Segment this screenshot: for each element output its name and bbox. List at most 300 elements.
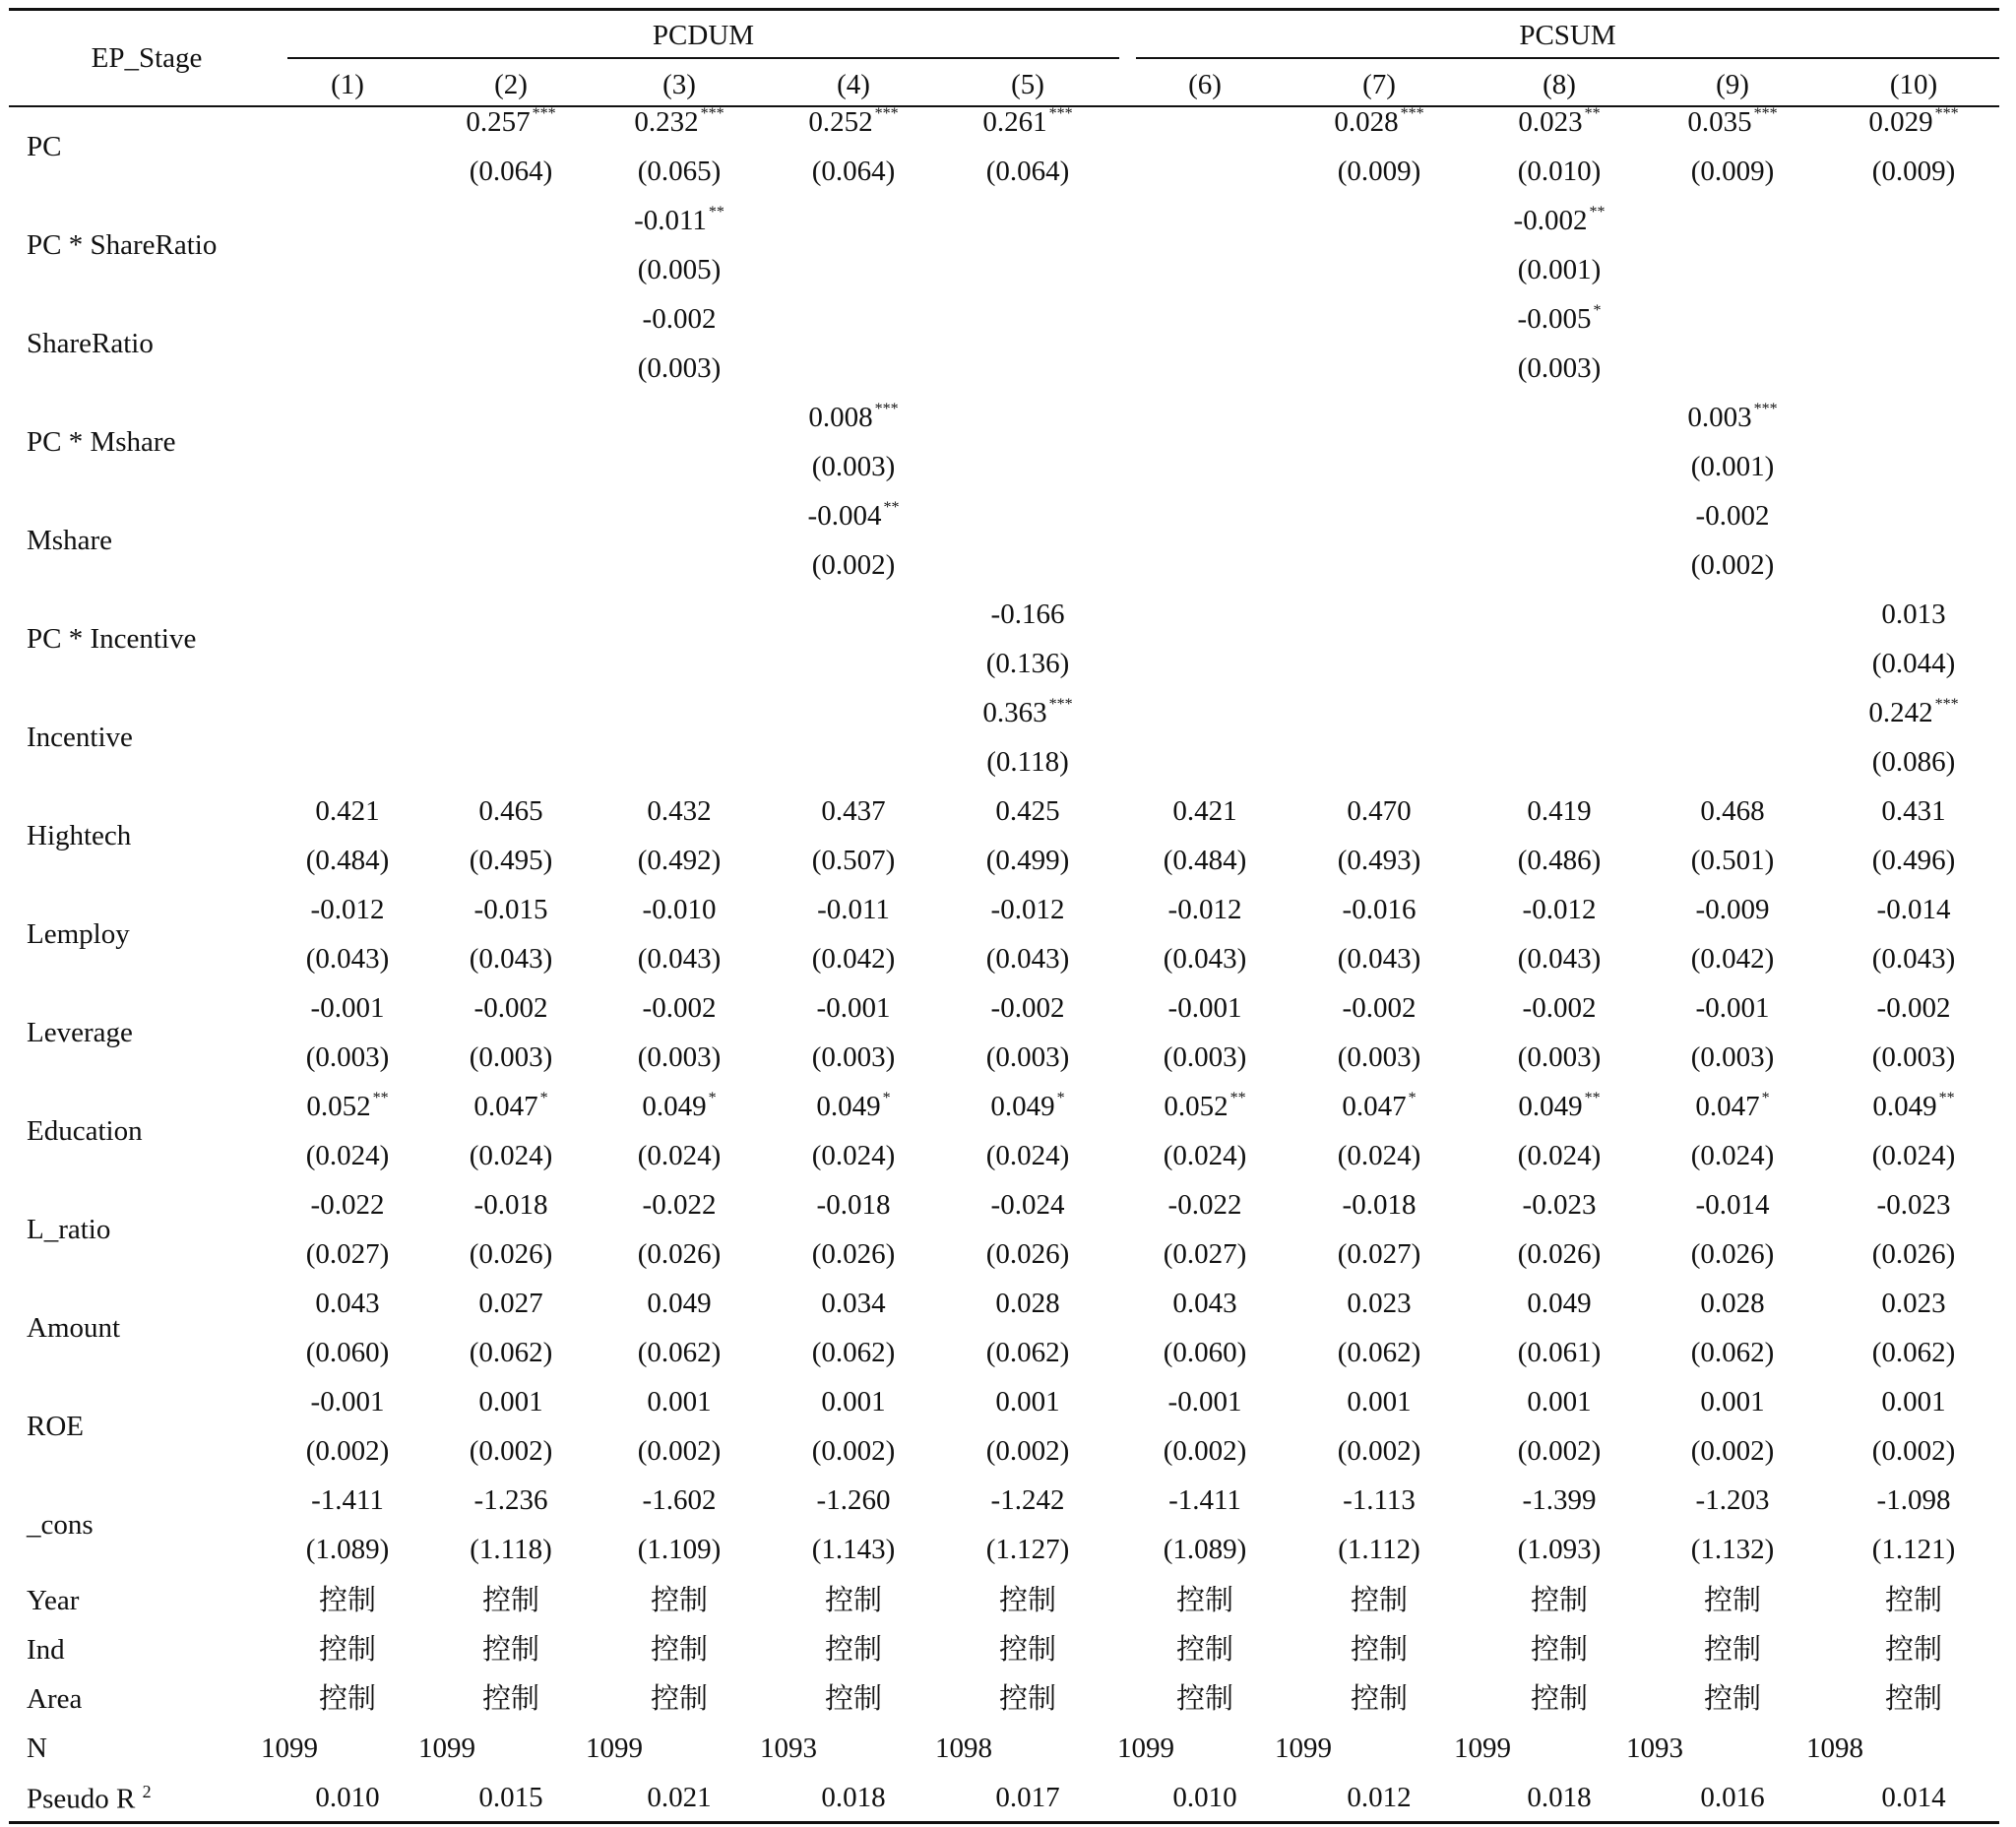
row-label: _cons [27, 1509, 94, 1541]
column-number: (3) [662, 69, 696, 100]
coef-value: 0.001 [647, 1386, 712, 1418]
column-number: (5) [1011, 69, 1044, 100]
stderr-cell: (0.086) [1871, 746, 1956, 778]
stderr-cell: (0.026) [1690, 1238, 1775, 1270]
stderr-cell: (0.002) [985, 1435, 1070, 1467]
stderr-cell: (0.001) [1517, 254, 1602, 285]
stderr-cell: (0.024) [637, 1140, 722, 1171]
coef-value: 0.052 [1164, 1091, 1228, 1122]
coef-value: -0.011 [634, 205, 707, 236]
coef-cell [1830, 795, 1997, 827]
stderr-cell: (0.026) [811, 1238, 896, 1270]
stderr-cell: (0.005) [637, 254, 722, 285]
stderr-cell: (0.136) [985, 648, 1070, 679]
coef-value: 0.049 [1527, 1288, 1592, 1319]
coef-cell [596, 1189, 763, 1221]
column-number: (2) [494, 69, 528, 100]
coef-cell [1295, 795, 1463, 827]
coef-cell [1476, 303, 1643, 335]
significance-stars: * [708, 1090, 717, 1106]
coef-value: 0.023 [1518, 106, 1583, 138]
stderr-cell: (0.043) [469, 943, 553, 975]
row-label: PC * Incentive [27, 623, 197, 655]
control-cell: 控制 [481, 1585, 539, 1616]
coef-cell [944, 1091, 1111, 1122]
coef-cell [1649, 795, 1816, 827]
coef-value: -1.411 [311, 1484, 384, 1516]
n-cell: 1098 [935, 1732, 992, 1764]
coef-value: 0.034 [821, 1288, 886, 1319]
coef-cell [770, 1484, 937, 1516]
coef-cell [1295, 992, 1463, 1024]
coef-value: -0.002 [1342, 992, 1417, 1024]
coef-value: 0.049 [990, 1091, 1055, 1122]
coef-cell [1830, 992, 1997, 1024]
row-label: L_ratio [27, 1214, 111, 1245]
n-cell: 1099 [1275, 1732, 1332, 1764]
coef-cell [1830, 598, 1997, 630]
column-number: (9) [1716, 69, 1749, 100]
coef-value: -0.024 [990, 1189, 1065, 1221]
stderr-cell: (0.062) [1337, 1337, 1421, 1368]
coef-cell [944, 1484, 1111, 1516]
coef-cell [1649, 1189, 1816, 1221]
stderr-cell: (0.486) [1517, 845, 1602, 876]
stderr-cell: (0.003) [1517, 1041, 1602, 1073]
coef-value: -0.018 [816, 1189, 891, 1221]
r2-superscript: 2 [142, 1782, 152, 1801]
n-cell: 1093 [760, 1732, 817, 1764]
coef-value: -0.001 [310, 1386, 385, 1418]
pseudo-r2-label: Pseudo R $^2$ [27, 1782, 152, 1815]
pseudo-r2-cell: 0.017 [995, 1782, 1060, 1813]
pseudo-r2-cell: 0.012 [1347, 1782, 1412, 1813]
stderr-cell: (0.043) [1517, 943, 1602, 975]
stderr-cell: (0.002) [1163, 1435, 1247, 1467]
coef-value: 0.052 [306, 1091, 371, 1122]
coef-cell [1295, 1189, 1463, 1221]
coef-cell [1830, 1288, 1997, 1319]
stderr-cell: (0.492) [637, 845, 722, 876]
coef-cell [1830, 697, 1997, 728]
pseudo-r2-cell: 0.014 [1881, 1782, 1946, 1813]
stderr-cell: (0.484) [1163, 845, 1247, 876]
significance-stars: * [882, 1090, 891, 1106]
significance-stars: ** [1589, 204, 1606, 220]
coef-cell [1476, 992, 1643, 1024]
coef-cell [770, 795, 937, 827]
coef-value: 0.043 [315, 1288, 380, 1319]
stderr-cell: (0.064) [469, 156, 553, 187]
coef-cell [427, 992, 595, 1024]
coef-cell [770, 106, 937, 138]
stderr-cell: (0.060) [1163, 1337, 1247, 1368]
coef-cell [1121, 1091, 1289, 1122]
stderr-cell: (1.127) [985, 1534, 1070, 1565]
row-label: Lemploy [27, 918, 130, 950]
coef-cell [1121, 1189, 1289, 1221]
coef-value: -0.022 [1167, 1189, 1242, 1221]
group-header-pcsum: PCSUM [1519, 20, 1616, 51]
stderr-cell: (0.003) [637, 1041, 722, 1073]
coef-cell [596, 106, 763, 138]
stderr-cell: (0.493) [1337, 845, 1421, 876]
coef-cell [1476, 1386, 1643, 1418]
stderr-cell: (0.002) [469, 1435, 553, 1467]
coef-value: 0.001 [821, 1386, 886, 1418]
significance-stars: *** [1753, 401, 1778, 417]
coef-value: -0.001 [1167, 992, 1242, 1024]
coef-cell [1121, 1484, 1289, 1516]
coef-value: -0.012 [310, 894, 385, 925]
stderr-cell: (0.024) [1690, 1140, 1775, 1171]
stderr-cell: (1.089) [305, 1534, 390, 1565]
coef-cell [1295, 1091, 1463, 1122]
coef-cell [427, 1386, 595, 1418]
stderr-cell: (0.024) [985, 1140, 1070, 1171]
coef-value: 0.047 [1695, 1091, 1760, 1122]
coef-cell [1121, 1386, 1289, 1418]
row-label: Education [27, 1115, 143, 1147]
stderr-cell: (0.496) [1871, 845, 1956, 876]
coef-value: -0.015 [473, 894, 548, 925]
coef-cell [427, 1189, 595, 1221]
coef-value: 0.003 [1687, 402, 1752, 433]
coef-cell [944, 697, 1111, 728]
coef-value: -0.004 [807, 500, 882, 532]
coef-value: 0.468 [1700, 795, 1765, 827]
coef-cell [264, 1386, 431, 1418]
coef-value: -0.001 [1167, 1386, 1242, 1418]
coef-cell [1476, 106, 1643, 138]
coef-value: 0.363 [982, 697, 1047, 728]
coef-cell [264, 1288, 431, 1319]
stderr-cell: (0.003) [1337, 1041, 1421, 1073]
coef-cell [1476, 795, 1643, 827]
stderr-cell: (0.043) [1337, 943, 1421, 975]
stderr-cell: (0.003) [1163, 1041, 1247, 1073]
coef-value: 0.023 [1881, 1288, 1946, 1319]
coef-cell [1476, 1091, 1643, 1122]
coef-cell [944, 1386, 1111, 1418]
coef-cell [1649, 1386, 1816, 1418]
coef-cell [264, 1091, 431, 1122]
coef-cell [1649, 402, 1816, 433]
stderr-cell: (0.042) [1690, 943, 1775, 975]
coef-value: -0.010 [642, 894, 717, 925]
stderr-cell: (0.043) [1871, 943, 1956, 975]
coef-cell [1476, 1189, 1643, 1221]
pseudo-r2-cell: 0.021 [647, 1782, 712, 1813]
coef-cell [770, 500, 937, 532]
stderr-cell: (0.043) [637, 943, 722, 975]
coef-value: -1.098 [1876, 1484, 1951, 1516]
stderr-cell: (1.109) [637, 1534, 722, 1565]
row-label: Incentive [27, 722, 133, 753]
coef-value: 0.043 [1172, 1288, 1237, 1319]
stderr-cell: (0.026) [637, 1238, 722, 1270]
control-cell: 控制 [1175, 1585, 1233, 1616]
control-cell: 控制 [318, 1683, 376, 1715]
significance-stars: *** [1048, 696, 1073, 713]
stderr-cell: (0.003) [469, 1041, 553, 1073]
coef-cell [1295, 1288, 1463, 1319]
significance-stars: * [1408, 1090, 1417, 1106]
coef-value: -0.002 [990, 992, 1065, 1024]
control-cell: 控制 [1884, 1683, 1942, 1715]
coef-value: 0.049 [642, 1091, 707, 1122]
control-row-label: Ind [27, 1634, 65, 1666]
group-rule-pcdum [287, 57, 1119, 59]
row-label: Amount [27, 1312, 121, 1344]
coef-value: 0.432 [647, 795, 712, 827]
coef-cell [944, 992, 1111, 1024]
stderr-cell: (0.024) [1517, 1140, 1602, 1171]
control-cell: 控制 [1350, 1585, 1408, 1616]
coef-value: -0.022 [642, 1189, 717, 1221]
coef-value: -0.002 [642, 303, 717, 335]
coef-cell [944, 795, 1111, 827]
control-cell: 控制 [318, 1634, 376, 1666]
stderr-cell: (0.003) [1690, 1041, 1775, 1073]
stderr-cell: (0.043) [1163, 943, 1247, 975]
stderr-cell: (0.003) [985, 1041, 1070, 1073]
control-cell: 控制 [481, 1634, 539, 1666]
coef-value: -0.023 [1522, 1189, 1597, 1221]
coef-cell [1830, 1091, 1997, 1122]
stderr-cell: (0.062) [811, 1337, 896, 1368]
coef-value: -0.016 [1342, 894, 1417, 925]
stderr-cell: (0.003) [811, 451, 896, 482]
coef-cell [427, 1288, 595, 1319]
coef-cell [1649, 894, 1816, 925]
significance-stars: ** [1938, 1090, 1955, 1106]
stderr-cell: (0.062) [469, 1337, 553, 1368]
coef-cell [944, 1288, 1111, 1319]
coef-cell [1121, 894, 1289, 925]
stderr-cell: (0.003) [811, 1041, 896, 1073]
coef-value: 0.001 [1700, 1386, 1765, 1418]
stderr-cell: (0.009) [1690, 156, 1775, 187]
coef-value: 0.425 [995, 795, 1060, 827]
stderr-cell: (0.010) [1517, 156, 1602, 187]
coef-value: 0.232 [634, 106, 699, 138]
coef-value: -0.002 [473, 992, 548, 1024]
stderr-cell: (0.061) [1517, 1337, 1602, 1368]
coef-cell [264, 795, 431, 827]
control-cell: 控制 [650, 1585, 708, 1616]
control-cell: 控制 [824, 1585, 882, 1616]
stderr-cell: (0.002) [1517, 1435, 1602, 1467]
stderr-cell: (0.118) [986, 746, 1069, 778]
coef-value: 0.261 [982, 106, 1047, 138]
coef-value: -0.002 [1695, 500, 1770, 532]
coef-value: 0.421 [1172, 795, 1237, 827]
stderr-cell: (1.121) [1871, 1534, 1956, 1565]
control-cell: 控制 [1884, 1585, 1942, 1616]
coef-value: 0.008 [808, 402, 873, 433]
stderr-cell: (1.112) [1338, 1534, 1420, 1565]
coef-value: -1.203 [1695, 1484, 1770, 1516]
control-cell: 控制 [824, 1634, 882, 1666]
coef-cell [596, 1091, 763, 1122]
coef-cell [770, 1288, 937, 1319]
stderr-cell: (0.003) [1871, 1041, 1956, 1073]
coef-cell [1649, 1288, 1816, 1319]
row-label: PC [27, 131, 62, 162]
coef-cell [770, 1386, 937, 1418]
coef-value: 0.242 [1868, 697, 1933, 728]
control-cell: 控制 [1175, 1683, 1233, 1715]
pseudo-r2-cell: 0.015 [478, 1782, 543, 1813]
significance-stars: ** [1229, 1090, 1246, 1106]
n-row-label: N [27, 1732, 47, 1764]
row-label: ShareRatio [27, 328, 154, 359]
control-cell: 控制 [1530, 1585, 1588, 1616]
stderr-cell: (1.132) [1690, 1534, 1775, 1565]
coef-value: -0.014 [1695, 1189, 1770, 1221]
n-cell: 1099 [261, 1732, 318, 1764]
stderr-cell: (0.024) [1163, 1140, 1247, 1171]
control-cell: 控制 [650, 1634, 708, 1666]
n-cell: 1093 [1626, 1732, 1683, 1764]
coef-cell [264, 1189, 431, 1221]
stderr-cell: (0.062) [1690, 1337, 1775, 1368]
coef-value: -0.012 [1167, 894, 1242, 925]
coef-value: -0.018 [473, 1189, 548, 1221]
row-label: PC * ShareRatio [27, 229, 218, 261]
stderr-cell: (0.002) [1690, 1435, 1775, 1467]
pseudo-r2-cell: 0.018 [1527, 1782, 1592, 1813]
control-cell: 控制 [998, 1683, 1056, 1715]
coef-value: 0.470 [1347, 795, 1412, 827]
stderr-cell: (0.064) [985, 156, 1070, 187]
coef-cell [770, 1189, 937, 1221]
stderr-cell: (0.042) [811, 943, 896, 975]
stderr-cell: (0.024) [1337, 1140, 1421, 1171]
coef-value: 0.013 [1881, 598, 1946, 630]
coef-value: 0.419 [1527, 795, 1592, 827]
control-cell: 控制 [998, 1585, 1056, 1616]
top-rule [9, 8, 1999, 11]
stderr-cell: (0.003) [305, 1041, 390, 1073]
stderr-cell: (0.043) [305, 943, 390, 975]
coef-cell [944, 894, 1111, 925]
coef-value: -1.236 [473, 1484, 548, 1516]
n-cell: 1099 [586, 1732, 643, 1764]
stderr-cell: (0.002) [1690, 549, 1775, 581]
stderr-cell: (0.060) [305, 1337, 390, 1368]
significance-stars: ** [708, 204, 724, 220]
pseudo-r2-cell: 0.010 [1172, 1782, 1237, 1813]
coef-value: 0.029 [1868, 106, 1933, 138]
control-cell: 控制 [1884, 1634, 1942, 1666]
stderr-cell: (0.001) [1690, 451, 1775, 482]
significance-stars: *** [1400, 105, 1424, 122]
coef-cell [770, 894, 937, 925]
coef-value: -0.005 [1517, 303, 1592, 335]
coef-cell [1649, 106, 1816, 138]
row-label: Leverage [27, 1017, 133, 1048]
stderr-cell: (0.026) [1871, 1238, 1956, 1270]
coef-value: 0.027 [478, 1288, 543, 1319]
coef-value: 0.431 [1881, 795, 1946, 827]
control-cell: 控制 [1350, 1634, 1408, 1666]
stderr-cell: (0.026) [1517, 1238, 1602, 1270]
row-label: ROE [27, 1411, 84, 1442]
row-label: Hightech [27, 820, 132, 851]
significance-stars: *** [1934, 696, 1959, 713]
coef-cell [1121, 1288, 1289, 1319]
coef-cell [427, 1091, 595, 1122]
coef-cell [1830, 1189, 1997, 1221]
coef-value: 0.252 [808, 106, 873, 138]
significance-stars: * [1056, 1090, 1065, 1106]
coef-value: -0.001 [1695, 992, 1770, 1024]
stderr-cell: (0.499) [985, 845, 1070, 876]
control-cell: 控制 [998, 1634, 1056, 1666]
coef-value: 0.035 [1687, 106, 1752, 138]
n-cell: 1098 [1806, 1732, 1863, 1764]
stderr-cell: (0.501) [1690, 845, 1775, 876]
significance-stars: *** [1753, 105, 1778, 122]
control-row-label: Area [27, 1683, 83, 1715]
significance-stars: *** [532, 105, 556, 122]
coef-value: 0.049 [1518, 1091, 1583, 1122]
coef-value: -1.242 [990, 1484, 1065, 1516]
coef-cell [427, 106, 595, 138]
group-rule-pcsum [1136, 57, 1999, 59]
coef-cell [1295, 106, 1463, 138]
n-cell: 1099 [1117, 1732, 1174, 1764]
control-row-label: Year [27, 1585, 80, 1616]
coef-value: -0.166 [990, 598, 1065, 630]
coef-cell [944, 106, 1111, 138]
stderr-cell: (0.495) [469, 845, 553, 876]
coef-value: 0.001 [1347, 1386, 1412, 1418]
stderr-cell: (1.118) [470, 1534, 552, 1565]
coef-cell [264, 1484, 431, 1516]
coef-value: -0.002 [642, 992, 717, 1024]
significance-stars: *** [700, 105, 724, 122]
column-number: (8) [1543, 69, 1576, 100]
coef-value: -0.001 [310, 992, 385, 1024]
significance-stars: *** [1934, 105, 1959, 122]
coef-cell [264, 894, 431, 925]
row-label: PC * Mshare [27, 426, 176, 458]
coef-value: 0.028 [1700, 1288, 1765, 1319]
control-cell: 控制 [1703, 1683, 1761, 1715]
coef-value: -1.602 [642, 1484, 717, 1516]
coef-cell [1295, 894, 1463, 925]
pseudo-r2-cell: 0.010 [315, 1782, 380, 1813]
significance-stars: ** [1584, 105, 1601, 122]
stderr-cell: (0.002) [305, 1435, 390, 1467]
coef-cell [596, 894, 763, 925]
coef-value: 0.028 [1334, 106, 1399, 138]
coef-cell [1121, 992, 1289, 1024]
coef-cell [427, 795, 595, 827]
significance-stars: *** [874, 401, 899, 417]
control-cell: 控制 [1703, 1634, 1761, 1666]
coef-value: 0.049 [816, 1091, 881, 1122]
coef-cell [1830, 1484, 1997, 1516]
coef-cell [770, 1091, 937, 1122]
stderr-cell: (0.043) [985, 943, 1070, 975]
coef-value: -0.023 [1876, 1189, 1951, 1221]
stderr-cell: (0.003) [1517, 352, 1602, 384]
coef-value: 0.437 [821, 795, 886, 827]
